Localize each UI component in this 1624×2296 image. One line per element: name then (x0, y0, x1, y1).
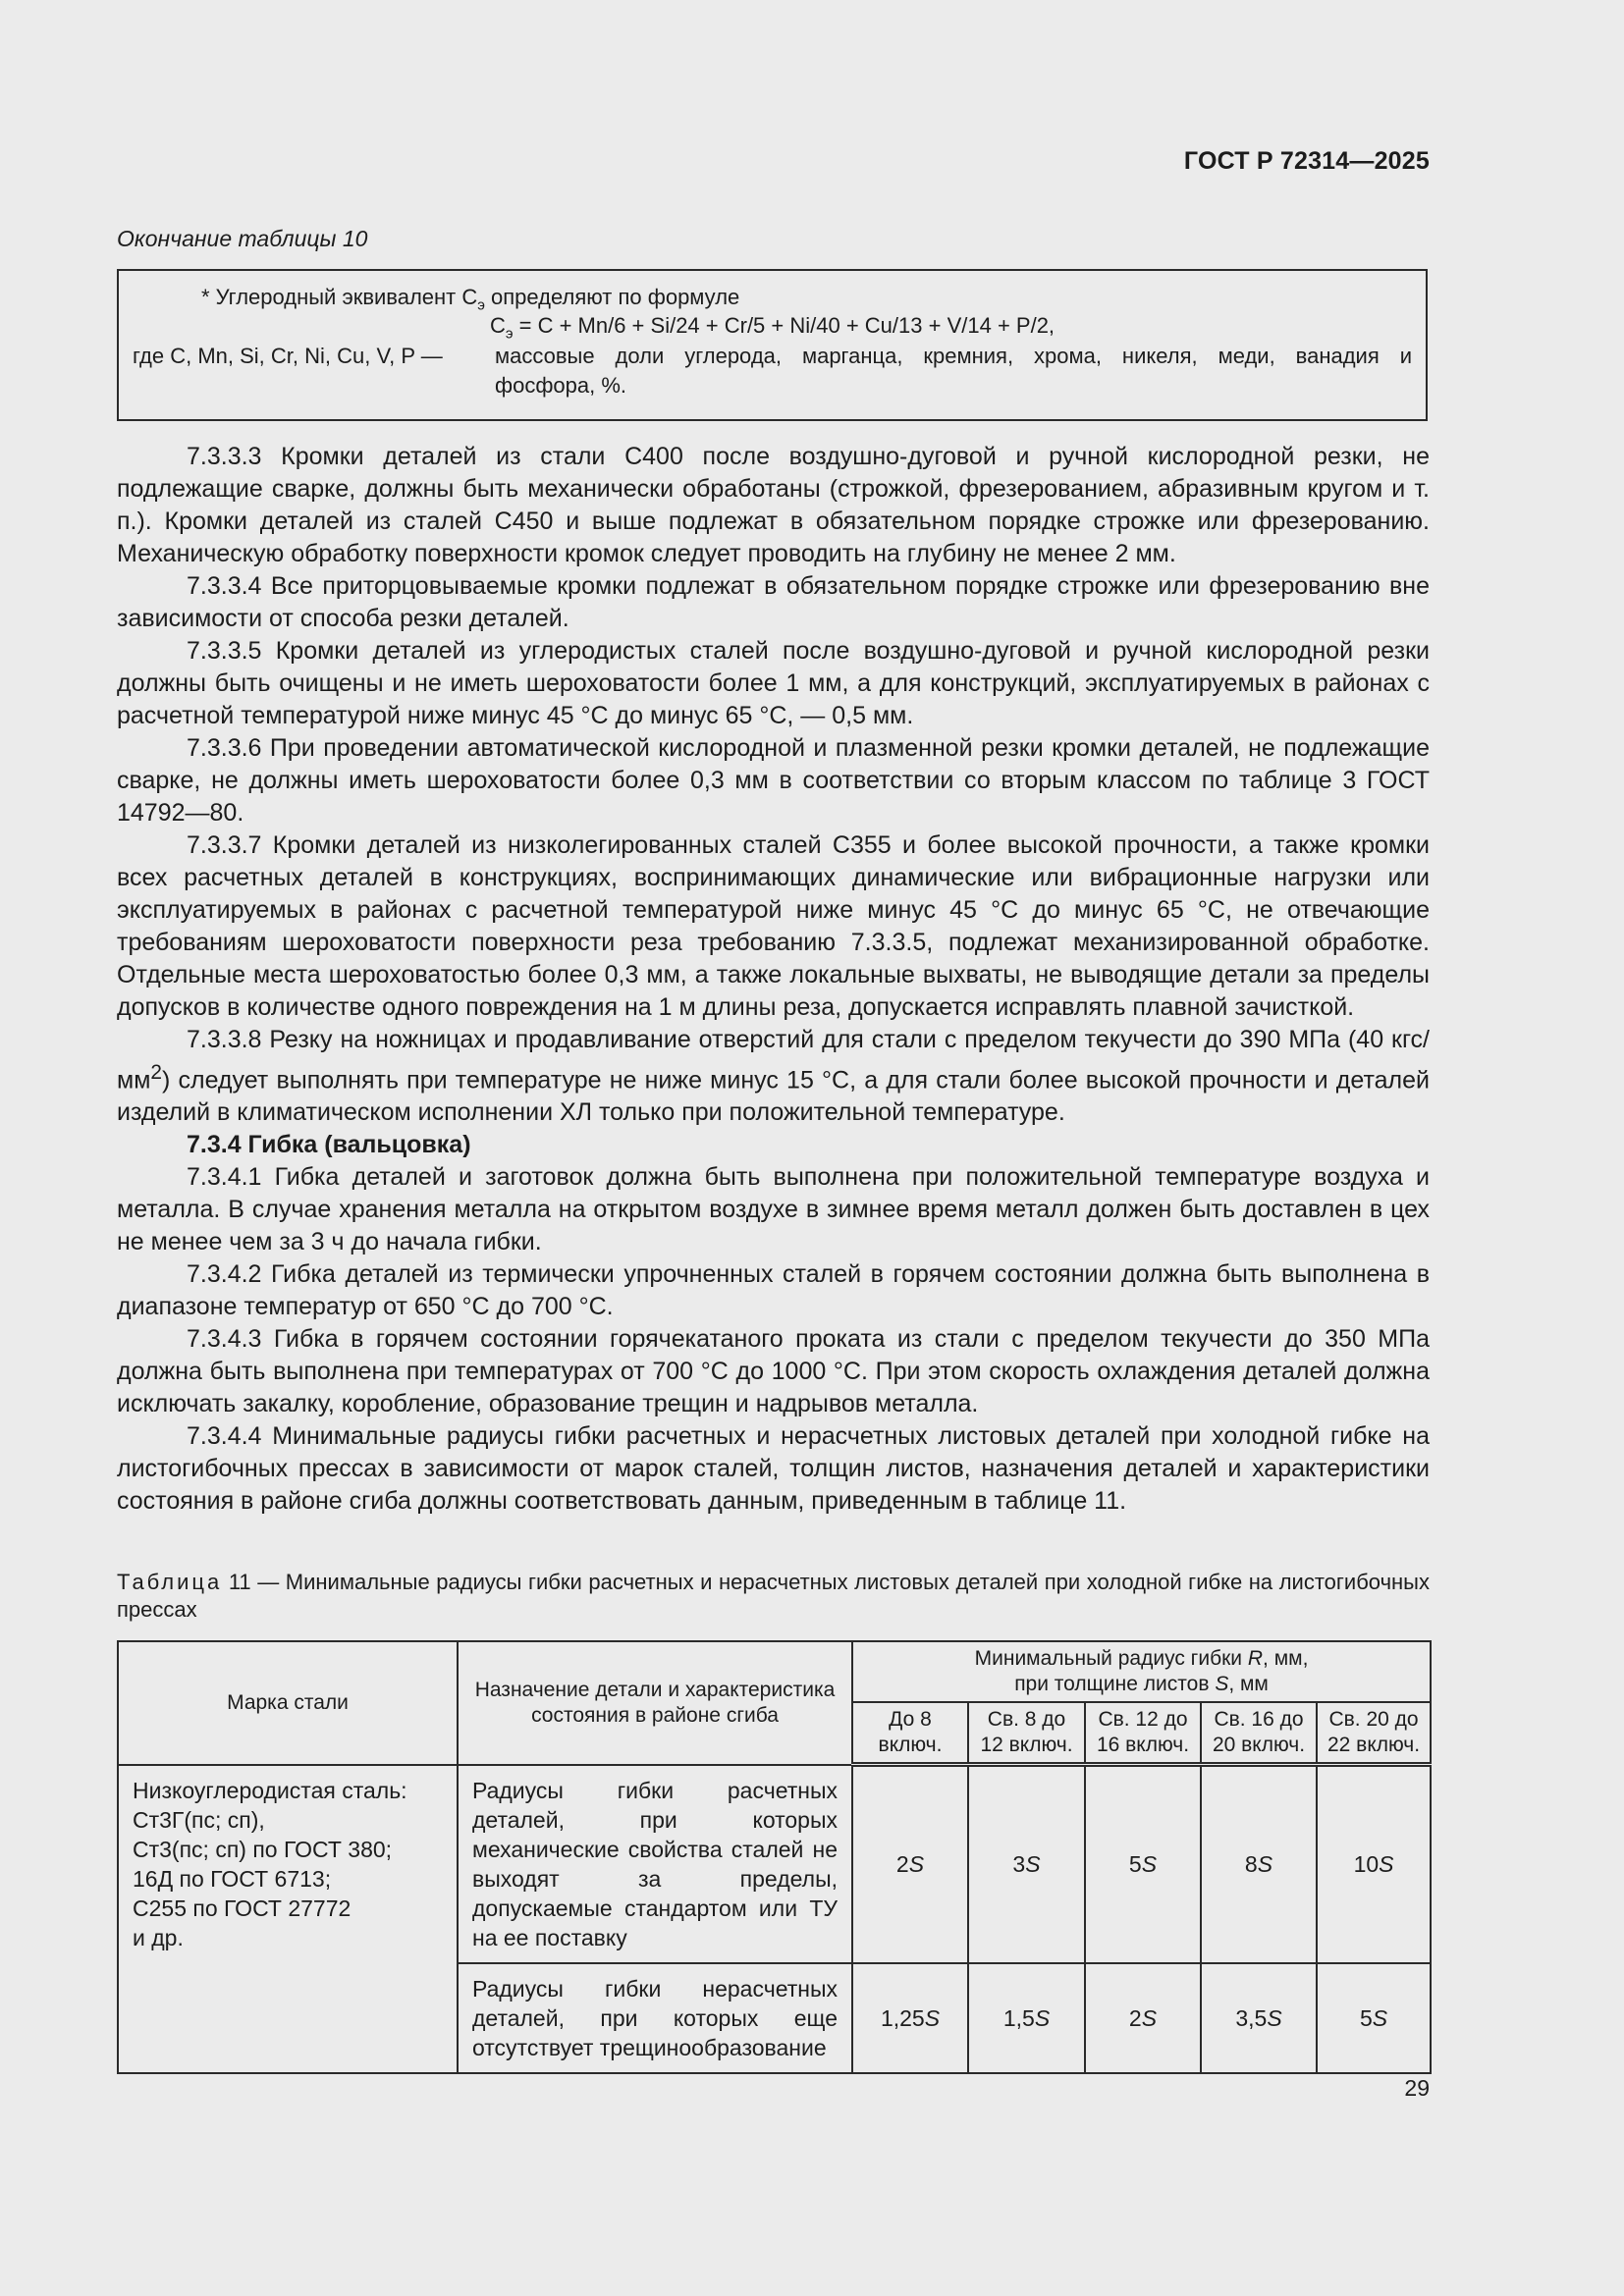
paragraph-7-3-4-2: 7.3.4.2 Гибка деталей из термически упрочненных сталей в горячем состоянии должна быть выполнена в диапазоне температур от 650 °С до 700 °С. (117, 1260, 1430, 1321)
table-continuation-caption: Окончание таблицы 10 (117, 226, 368, 251)
body-text (117, 441, 1430, 1518)
radius-value: 1,5S (968, 1963, 1085, 2073)
carbon-equivalent-formula: $С_э = C + Mn/6 + Si/24 + Cr/5 + Ni/40 + Cu/13 + V/14 + P/2$, (489, 313, 1056, 343)
radius-value: 8S (1201, 1765, 1317, 1963)
header-thickness: До 8 включ. (852, 1702, 968, 1765)
table10-footnote-box (117, 269, 1428, 421)
radius-value: 10S (1317, 1765, 1431, 1963)
page-number: 29 (1404, 2075, 1430, 2101)
paragraph-7-3-4-1: 7.3.4.1 Гибка деталей и заготовок должна быть выполнена при положительной температуре воздуха и металла. В случае хранения металла на открытом воздухе в зимнее время металл должен быть доставлен в цех не менее чем за 3 ч до начала гибки. (117, 1163, 1430, 1256)
document-code: ГОСТ Р 72314—2025 (1183, 147, 1430, 175)
paragraph-7-3-4-3: 7.3.4.3 Гибка в горячем состоянии горячекатаного проката из стали с пределом текучести до 350 МПа должна быть выполнена при температурах от 700 °С до 1000 °С. При этом скорость охлаждения деталей должна исключать закалку, коробление, образование трещин и надрывов металла. (117, 1325, 1430, 1418)
radius-value: 1,25S (852, 1963, 968, 2073)
header-thickness: Св. 12 до 16 включ. (1085, 1702, 1201, 1765)
header-thickness: Св. 8 до 12 включ. (968, 1702, 1085, 1765)
header-steel-grade: Марка стали (118, 1641, 458, 1765)
paragraph-7-3-4-4: 7.3.4.4 Минимальные радиусы гибки расчетных и нерасчетных листовых деталей при холодной гибке на листогибочных прессах в зависимости от марок сталей, толщин листов, назначения деталей и характеристики состояния в районе сгиба должны соответствовать данным, приведенным в таблице 11. (117, 1422, 1430, 1516)
radius-value: 3S (968, 1765, 1085, 1963)
footnote-intro: * Углеродный эквивалент $С_э$ определяют по формуле (201, 285, 740, 314)
purpose-cell: Радиусы гибки расчетных деталей, при которых механические свойства сталей не выходят за пределы, допускаемые стандартом или ТУ на ее поставку (458, 1765, 852, 1963)
header-min-radius: Минимальный радиус гибки R, мм, при толщине листов S, мм (852, 1641, 1431, 1702)
footnote-where-description: массовые доли углерода, марганца, кремния, хрома, никеля, меди, ванадия и (495, 344, 1412, 368)
radius-value: 5S (1085, 1765, 1201, 1963)
paragraph-7-3-3-5: 7.3.3.5 Кромки деталей из углеродистых сталей после воздушно-дуговой и ручной кислородной резки должны быть очищены и не иметь шероховатости более 1 мм, а для конструкций, эксплуатируемых в районах с расчетной температурой ниже минус 45 °С до минус 65 °С, — 0,5 мм. (117, 637, 1430, 729)
paragraph-7-3-3-3: 7.3.3.3 Кромки деталей из стали С400 после воздушно-дуговой и ручной кислородной резки, не подлежащие сварке, должны быть механически обработаны (строжкой, фрезерованием, абразивным кругом и т. п.). Кромки деталей из сталей С450 и выше подлежат в обязательном порядке строжке или фрезерованию. Механическую обработку поверхности кромок следует проводить на глубину не менее 2 мм. (117, 443, 1430, 567)
header-purpose: Назначение детали и характеристика состояния в районе сгиба (458, 1641, 852, 1765)
paragraph-7-3-3-6: 7.3.3.6 При проведении автоматической кислородной и плазменной резки кромки деталей, не подлежащие сварке, не должны иметь шероховатости более 0,3 мм в соответствии со вторым классом по таблице 3 ГОСТ 14792—80. (117, 734, 1430, 827)
paragraph-7-3-3-4: 7.3.3.4 Все приторцовываемые кромки подлежат в обязательном порядке строжке или фрезерованию вне зависимости от способа резки деталей. (117, 572, 1430, 632)
header-thickness: Св. 16 до 20 включ. (1201, 1702, 1317, 1765)
paragraph-7-3-3-7: 7.3.3.7 Кромки деталей из низколегированных сталей С355 и более высокой прочности, а также кромки всех расчетных деталей в конструкциях, воспринимающих динамические или вибрационные нагрузки или эксплуатируемых в районах с расчетной температурой ниже минус 45 °С до минус 65 °С, не отвечающие требованиям шероховатости поверхности реза требованию 7.3.3.5, подлежат механизированной обработке. Отдельные места шероховатостью более 0,3 мм, а также локальные выхваты, не выводящие детали за пределы допусков в количестве одного повреждения на 1 м длины реза, допускается исправлять плавной зачисткой. (117, 831, 1430, 1021)
table-row (118, 1765, 1431, 1963)
radius-value: 3,5S (1201, 1963, 1317, 2073)
footnote-where-description-cont: фосфора, %. (495, 373, 627, 398)
footnote-where-label: где C, Mn, Si, Cr, Ni, Cu, V, P — (133, 344, 443, 368)
radius-value: 5S (1317, 1963, 1431, 2073)
radius-value: 2S (852, 1765, 968, 1963)
table11 (117, 1640, 1432, 2074)
header-thickness: Св. 20 до 22 включ. (1317, 1702, 1431, 1765)
table11-title: Таблица 11 — Минимальные радиусы гибки расчетных и нерасчетных листовых деталей при холодной гибке на листогибочных прессах (117, 1570, 1430, 1622)
section-heading-7-3-4: 7.3.4 Гибка (вальцовка) (187, 1131, 471, 1159)
purpose-cell: Радиусы гибки нерасчетных деталей, при которых еще отсутствует трещинообразование (458, 1963, 852, 2073)
radius-value: 2S (1085, 1963, 1201, 2073)
steel-grade-cell: Низкоуглеродистая сталь: Ст3Г(пс; сп), Ст3(пс; сп) по ГОСТ 380; 16Д по ГОСТ 6713; С255 по ГОСТ 27772 и др. (118, 1765, 458, 2073)
paragraph-7-3-3-8: 7.3.3.8 Резку на ножницах и продавливание отверстий для стали с пределом текучести до 390 МПа (40 кгс/$мм^2$) следует выполнять при температуре не ниже минус 15 °С, а для стали более высокой прочности и деталей изделий в климатическом исполнении ХЛ только при положительной температуре. (117, 1026, 1430, 1127)
